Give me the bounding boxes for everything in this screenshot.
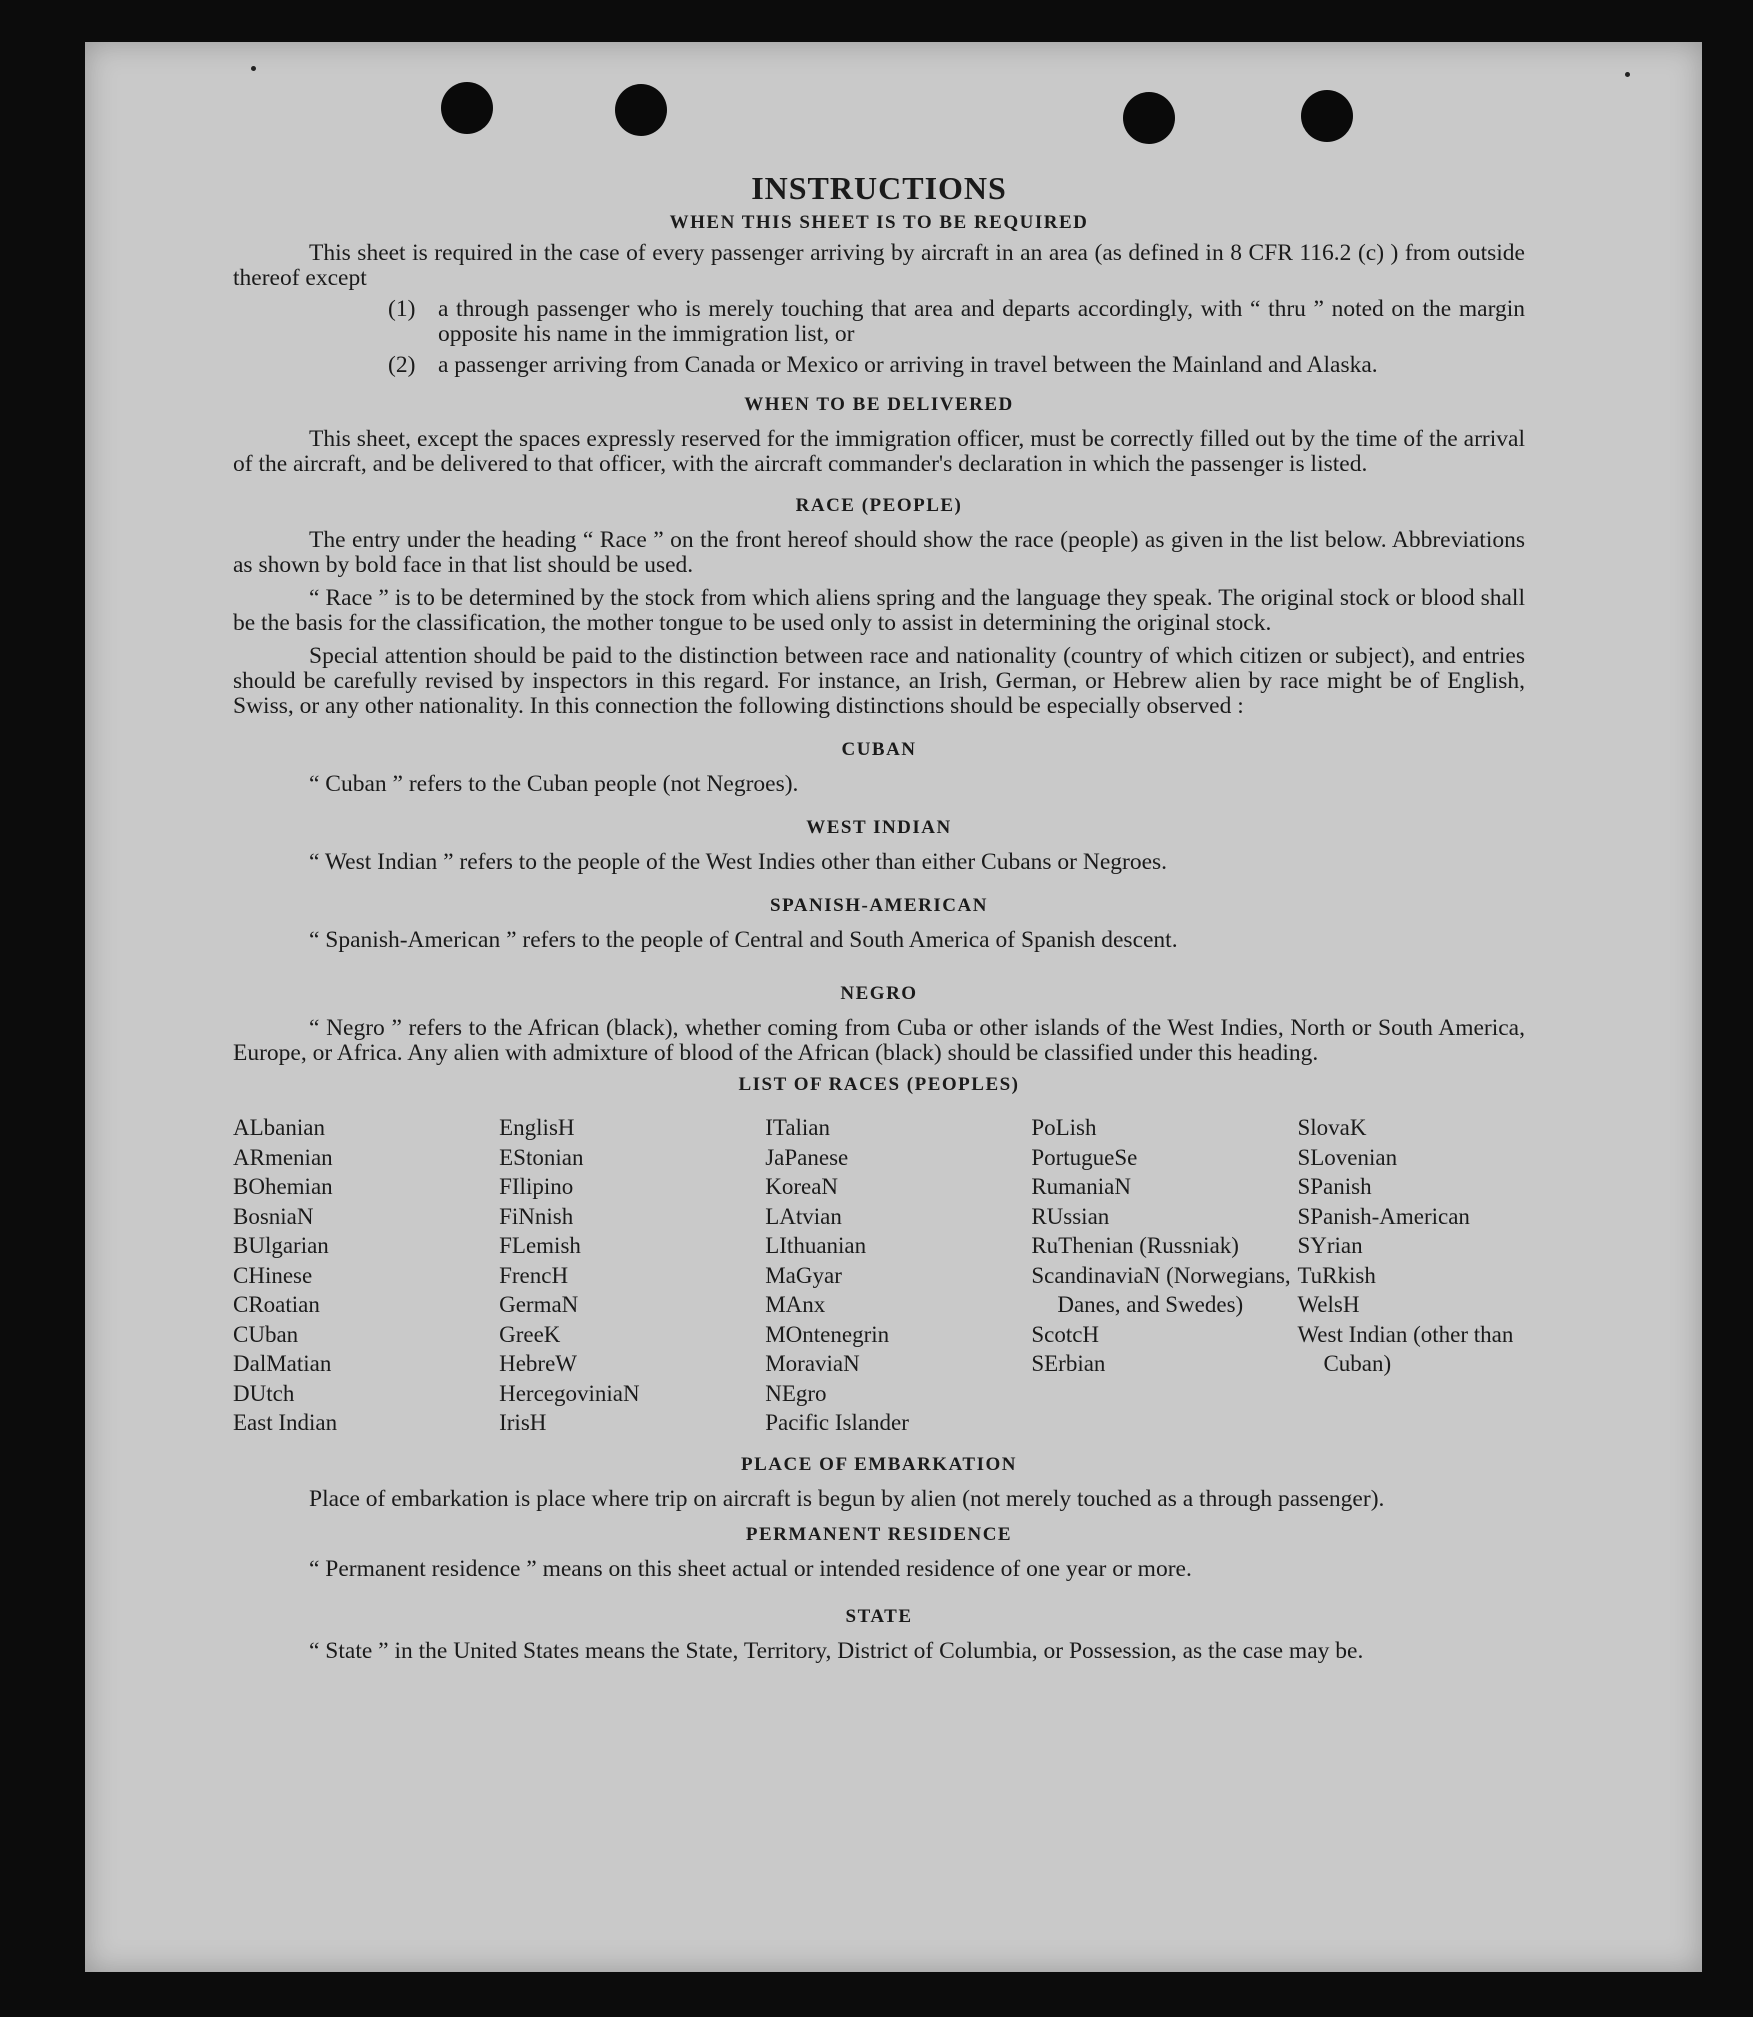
- paragraph: “ Spanish-American ” refers to the people of Central and South America of Spanish descent.: [309, 927, 1178, 953]
- race-entry: JaPanese: [765, 1144, 849, 1170]
- race-entry: SErbian: [1031, 1351, 1106, 1376]
- paragraph: “ Race ” is to be determined by the stock from which aliens spring and the language they speak. The original stock or blood shall be the basis for the classification, the mother tongue to be used only to assist in determining the original stock.: [233, 585, 1525, 636]
- page-title: INSTRUCTIONS: [751, 170, 1007, 206]
- paragraph: “ Permanent residence ” means on this sheet actual or intended residence of one year or more.: [309, 1555, 1192, 1582]
- punch-hole: [615, 84, 667, 136]
- section-heading: WEST INDIAN: [806, 817, 952, 838]
- race-entry: EnglisH: [499, 1115, 575, 1140]
- race-entry: CRoatian: [233, 1292, 320, 1317]
- race-entry: FIlipino: [499, 1174, 574, 1199]
- speck: [1625, 72, 1630, 77]
- race-entry: HercegoviniaN: [499, 1380, 640, 1406]
- race-entry: RumaniaN: [1031, 1174, 1131, 1199]
- race-entry: MoraviaN: [765, 1351, 860, 1376]
- section-heading: CUBAN: [841, 739, 917, 760]
- race-entry: NEgro: [765, 1380, 827, 1406]
- race-entry: SPanish: [1297, 1174, 1372, 1199]
- race-entry: BosniaN: [233, 1203, 314, 1229]
- race-entry: SlovaK: [1297, 1115, 1367, 1140]
- paragraph: Special attention should be paid to the distinction between race and nationality (country of which citizen or subject), and entries should be carefully revised by inspectors in this regard. For instance, an Irish, German, or Hebrew alien by race might be of English, Swiss, or any other nationality. In this connection the following distinctions should be especially observed :: [233, 643, 1525, 719]
- race-entry: RuThenian (Russniak): [1031, 1233, 1239, 1258]
- race-entry: ARmenian: [233, 1144, 333, 1170]
- race-entry: ITalian: [765, 1115, 831, 1140]
- paragraph: “ West Indian ” refers to the people of the West Indies other than either Cubans or Negroes.: [309, 849, 1168, 875]
- race-entry: FiNnish: [499, 1203, 574, 1229]
- race-entry: EStonian: [499, 1144, 584, 1170]
- race-entry: WelsH: [1297, 1292, 1360, 1317]
- race-entry: BUlgarian: [233, 1233, 329, 1258]
- race-entry: HebreW: [499, 1351, 578, 1376]
- race-entry: CHinese: [233, 1262, 313, 1288]
- race-entry: LAtvian: [765, 1203, 842, 1229]
- list-item: [388, 353, 1525, 378]
- paragraph: “ Negro ” refers to the African (black), whether coming from Cuba or other islands of the West Indies, North or South America, Europe, or Africa. Any alien with admixture of blood of the African (black) should be classified under this heading.: [233, 1015, 1525, 1066]
- section-heading: LIST OF RACES (PEOPLES): [738, 1074, 1020, 1095]
- race-entry: PortugueSe: [1031, 1144, 1138, 1170]
- punch-hole: [441, 82, 493, 134]
- race-column: [233, 1113, 499, 1438]
- race-entry: East Indian: [233, 1410, 338, 1435]
- race-list: [233, 1113, 1525, 1438]
- race-entry: GermaN: [499, 1292, 579, 1317]
- instructions-content: [233, 170, 1525, 1664]
- list-item: [388, 297, 1525, 347]
- section-heading: PLACE OF EMBARKATION: [741, 1453, 1017, 1475]
- race-entry: RUssian: [1031, 1203, 1110, 1229]
- section-heading: WHEN THIS SHEET IS TO BE REQUIRED: [669, 212, 1089, 233]
- race-entry: FLemish: [499, 1233, 581, 1258]
- race-column: [1297, 1113, 1525, 1438]
- paragraph: The entry under the heading “ Race ” on the front hereof should show the race (people) as given in the list below. Abbreviations as shown by bold face in that list should be used.: [233, 527, 1525, 578]
- item-text: a passenger arriving from Canada or Mexico or arriving in travel between the Mainland and Alaska.: [438, 352, 1378, 378]
- paragraph: This sheet is required in the case of every passenger arriving by aircraft in an area (as defined in 8 CFR 116.2 (c) ) from outside thereof except: [233, 240, 1525, 291]
- speck: [251, 66, 256, 71]
- punch-hole: [1301, 90, 1353, 142]
- race-entry: SYrian: [1297, 1233, 1363, 1258]
- item-number: (2): [388, 352, 416, 378]
- race-entry: ALbanian: [233, 1115, 325, 1140]
- paragraph: “ Cuban ” refers to the Cuban people (not Negroes).: [309, 771, 799, 797]
- section-heading: SPANISH-AMERICAN: [770, 895, 988, 916]
- race-column: [499, 1113, 765, 1438]
- race-entry: KoreaN: [765, 1174, 839, 1199]
- race-entry: ScandinaviaN (Norwegians, Danes, and Swedes): [1031, 1262, 1291, 1317]
- punch-hole: [1123, 92, 1175, 144]
- paragraph: This sheet, except the spaces expressly reserved for the immigration officer, must be correctly filled out by the time of the arrival of the aircraft, and be delivered to that officer, with the aircraft commander's declaration in which the passenger is listed.: [233, 426, 1525, 477]
- race-column: [1031, 1113, 1297, 1438]
- race-entry: SLovenian: [1297, 1144, 1398, 1170]
- paragraph: “ State ” in the United States means the State, Territory, District of Columbia, or Possession, as the case may be.: [309, 1637, 1364, 1664]
- race-entry: FrencH: [499, 1262, 569, 1288]
- race-entry: DalMatian: [233, 1351, 332, 1376]
- race-entry: MAnx: [765, 1292, 826, 1317]
- section-heading: PERMANENT RESIDENCE: [745, 1523, 1013, 1545]
- section-heading: RACE (PEOPLE): [795, 495, 963, 516]
- paragraph: Place of embarkation is place where trip on aircraft is begun by alien (not merely touched as a through passenger).: [309, 1485, 1385, 1512]
- race-entry: TuRkish: [1297, 1262, 1376, 1288]
- race-entry: MOntenegrin: [765, 1321, 890, 1347]
- race-column: [765, 1113, 1031, 1438]
- race-entry: IrisH: [499, 1410, 547, 1435]
- race-entry: Pacific Islander: [765, 1410, 909, 1435]
- race-entry: LIthuanian: [765, 1233, 867, 1258]
- race-entry: GreeK: [499, 1321, 561, 1347]
- race-entry: BOhemian: [233, 1174, 333, 1199]
- race-entry: CUban: [233, 1321, 299, 1347]
- section-heading: WHEN TO BE DELIVERED: [744, 394, 1014, 415]
- race-entry: DUtch: [233, 1380, 295, 1406]
- race-entry: ScotcH: [1031, 1321, 1100, 1347]
- race-entry: West Indian (other than Cuban): [1297, 1321, 1514, 1376]
- section-heading: NEGRO: [840, 983, 918, 1004]
- item-text: a through passenger who is merely touching that area and departs accordingly, with “ thru ” noted on the margin opposite his name in the immigration list, or: [438, 296, 1525, 347]
- document-page: [85, 42, 1702, 1972]
- race-entry: MaGyar: [765, 1262, 842, 1288]
- race-entry: SPanish-American: [1297, 1203, 1470, 1229]
- item-number: (1): [388, 296, 416, 322]
- race-entry: PoLish: [1031, 1115, 1097, 1140]
- section-heading: STATE: [845, 1605, 913, 1627]
